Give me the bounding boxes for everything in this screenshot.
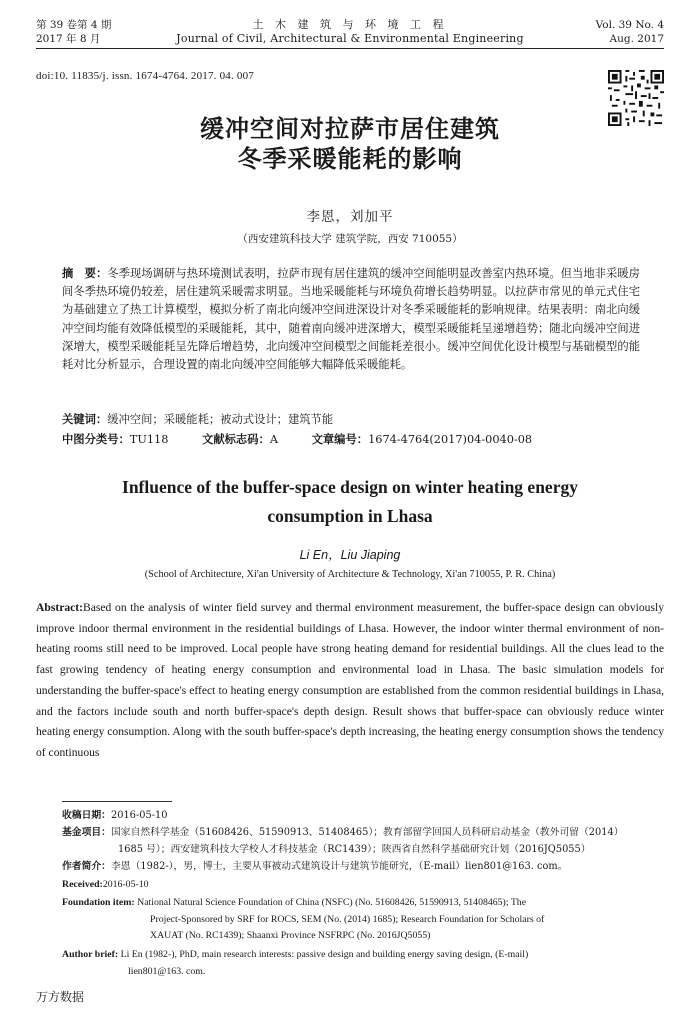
footnote-fund-cn [62,825,662,858]
footnote-author-en [62,947,662,980]
header-volume-line: 第 39 卷第 4 期 [36,19,112,31]
title-cn-line-2: 冬季采暖能耗的影响 [237,144,463,173]
abstract-cn-label: 摘 要： [62,267,108,280]
journal-name-en: Journal of Civil, Architectural & Environmental Engineering [176,32,524,45]
title-en-line-2: consumption in Lhasa [267,506,433,526]
footnote-fund-en [62,895,662,945]
received-en-label: Received: [62,879,103,890]
clc-value: TU118 [129,433,169,446]
title-cn [100,114,600,174]
header-volume-en-line: Vol. 39 No. 4 [595,19,664,31]
doc-code-group [202,433,278,446]
keywords-cn [62,411,640,429]
keywords-text: 缓冲空间；采暖能耗；被动式设计；建筑节能 [107,413,334,426]
keywords-label: 关键词： [62,413,108,426]
fund-en-line-3: XAUAT (No. RC1439); Shaanxi Province NSFRPC (No. 2016JQ5055) [150,930,431,941]
author-en-label: Author brief: [62,949,119,960]
fund-en-line-1: National Natural Science Foundation of China (NSFC) (No. 51608426, 51590913, 51408465); The [137,897,527,908]
fund-cn-label: 基金项目： [62,827,111,838]
fund-cn-line-1: 国家自然科学基金（51608426、51590913、51408465）；教育部留学回国人员科研启动基金（教外司留（2014） [110,827,624,838]
abstract-en-label: Abstract: [36,601,84,614]
author-cn-value: 李恩（1982-），男，博士，主要从事被动式建筑设计与建筑节能研究，（E-mail）lien801@163. com。 [110,861,568,872]
authors-cn: 李恩，刘加平 [306,209,394,225]
header-volume-en [596,18,664,46]
fund-en-label: Foundation item: [62,897,135,908]
journal-name-cn: 土 木 建 筑 与 环 境 工 程 [252,18,448,31]
journal-name [160,18,540,46]
footnote-rule [62,801,172,802]
title-en-line-1: Influence of the buffer-space design on winter heating energy [122,477,578,497]
qr-code-icon [608,70,664,126]
received-en-value: 2016-05-10 [102,879,149,890]
title-cn-line-1: 缓冲空间对拉萨市居住建筑 [200,114,500,143]
footnote-received-en [62,877,662,894]
received-cn-value: 2016-05-10 [110,810,168,821]
affiliation-cn: （西安建筑科技大学 建筑学院，西安 710055） [237,233,463,245]
author-cn-label: 作者简介： [62,861,111,872]
fund-cn-line-2: 1685 号）；西安建筑科技大学校人才科技基金（RC1439）；陕西省自然科学基础研究计划（2016JQ5055） [118,843,591,855]
received-cn-label: 收稿日期： [62,810,111,821]
article-number-label: 文章编号： [311,433,369,446]
abstract-en [36,598,664,764]
article-number-value: 1674-4764(2017)04-0040-08 [368,433,533,446]
title-en [60,473,640,531]
doc-code-label: 文献标志码： [202,433,270,446]
header-date-en-line: Aug. 2017 [609,33,664,45]
doi: doi:10. 11835/j. issn. 1674-4764. 2017. 04. 007 [36,70,254,82]
abstract-cn-text: 冬季现场调研与热环境测试表明，拉萨市现有居住建筑的缓冲空间能明显改善室内热环境。但当地非采暖房间冬季热环境仍较差，居住建筑采暖需求明显。当地采暖能耗与环境负荷增长趋势明显。以拉萨市常见的单元式住宅为基础建立了热工计算模型，模拟分析了南北向缓冲空间进深设计对冬季采暖能耗的影响规律。结果表明：南北向缓冲空间均能有效降低模型的采暖能耗，其中，随着南向缓冲进深增大，模型采暖能耗呈递增趋势；随北向缓冲空间进深增大，模型采暖能耗呈先降后增趋势，北向缓冲空间模型之间能耗差很小。缓冲空间优化设计模型与基础模型的能耗对比分析显示，合理设置的南北向缓冲空间能够大幅降低采暖能耗。 [62,267,640,372]
classification-line [62,431,640,449]
abstract-cn [62,265,640,374]
header-rule [36,48,664,49]
watermark: 万方数据 [36,990,85,1004]
fund-en-line-2: Project-Sponsored by SRF for ROCS, SEM (No. (2014) 1685); Research Foundation for Scholars of [150,913,545,925]
clc-group [62,433,168,446]
header-date-line: 2017 年 8 月 [36,33,101,45]
header-volume-cn [36,18,111,46]
author-en-line-2: lien801@163. com. [128,965,206,977]
footnote-author-cn [62,859,662,876]
article-number-group [312,433,533,446]
authors-en: Li En，Liu Jiaping [299,548,401,562]
author-en-line-1: Li En (1982-), PhD, main research interests: passive design and building energy saving design, (E-mail) [120,949,529,960]
affiliation-en: (School of Architecture, Xi'an University of Architecture & Technology, Xi'an 710055, P. R. China) [144,569,556,580]
clc-label: 中图分类号： [62,433,130,446]
doc-code-value: A [269,433,278,446]
abstract-en-text: Based on the analysis of winter field survey and thermal environment measurement, the buffer-space design can obviously improve indoor thermal environment in the residential buildings of Lhasa. However, the indoor winter thermal environment of non-heating rooms still need to be improved. Local people have strong heating demand for residential buildings. All the clues lead to the fast growing tendency of heating energy consumption and environmental load in Lhasa. The basic simulation models for understanding the buffer-space's effect to heating energy consumption are established from the common residential buildings in Lhasa, and the factors include south and north buffer-space's depth design. Result shows that buffer-space can obviously reduce winter heating energy consumption. Along with the south buffer-space's depth increasing, the heating energy consumption shows the tendency of continuous [36,601,664,759]
footnote-received-cn [62,808,662,825]
